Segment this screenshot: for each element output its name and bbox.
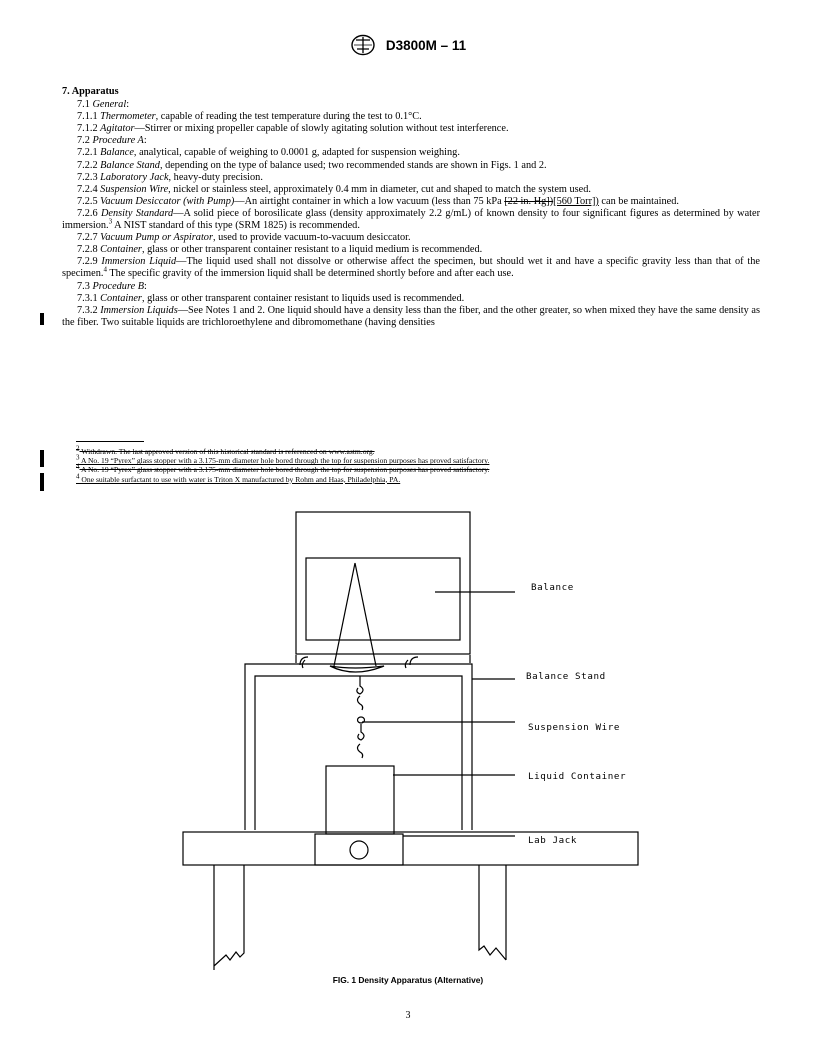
deleted-text: [22 in. Hg]) bbox=[504, 195, 554, 207]
footnote-ref: 4 bbox=[103, 265, 107, 274]
figure-density-apparatus bbox=[0, 500, 816, 970]
footnote-ref: 3 bbox=[108, 217, 113, 226]
liquid-container bbox=[326, 766, 394, 834]
page-header bbox=[0, 34, 816, 56]
balance-window bbox=[306, 558, 460, 640]
label-lab-jack: Lab Jack bbox=[528, 835, 578, 846]
section-title: 7. Apparatus bbox=[62, 86, 119, 97]
table-leg-left bbox=[214, 865, 244, 970]
paragraph-7-2-2: 7.2.2 Balance Stand, depending on the type of balance used; two recommended stands are shown in Figs. 1 and 2. bbox=[77, 159, 547, 171]
page-number: 3 bbox=[405, 1010, 411, 1021]
revision-bar bbox=[40, 313, 44, 325]
label-balance: Balance bbox=[531, 582, 574, 593]
astm-logo-icon bbox=[350, 34, 376, 56]
label-suspension-wire: Suspension Wire bbox=[528, 722, 620, 733]
paragraph-7-2-4: 7.2.4 Suspension Wire, nickel or stainless steel, approximately 0.4 mm in diameter, cut and shaped to match the system used. bbox=[77, 183, 591, 195]
paragraph-7-3: 7.3 Procedure B: bbox=[77, 280, 147, 292]
label-balance-stand: Balance Stand bbox=[526, 671, 606, 682]
paragraph-7-2-5: 7.2.5 Vacuum Desiccator (with Pump)—An airtight container in which a low vacuum (less than 75 kPa [22 in. Hg])[560 Torr]) can be maintained. bbox=[77, 195, 679, 207]
label-liquid-container: Liquid Container bbox=[528, 771, 627, 782]
suspension-wire bbox=[357, 676, 365, 758]
paragraph-7-2-3: 7.2.3 Laboratory Jack, heavy-duty precision. bbox=[77, 171, 263, 183]
balance-stand-frame bbox=[245, 664, 472, 830]
paragraph-7-3-2: 7.3.2 Immersion Liquids—See Notes 1 and 2. One liquid should have a density less than the fiber, and the other greater, so when mixed they have the same density as the fiber. Two suitable liquids are trichloroethylene and dibromomethane (having densities bbox=[62, 304, 760, 328]
footnote-2: $^2$ Withdrawn. The last approved version of this historical standard is referenced on www.astm.org. bbox=[76, 444, 375, 456]
paragraph-7-1-1: 7.1.1 Thermometer, capable of reading the test temperature during the test to 0.1°C. bbox=[77, 111, 422, 123]
revision-bar bbox=[40, 473, 44, 491]
paragraph-7-2-6: 7.2.6 Density Standard—A solid piece of borosilicate glass (density approximately 2.2 g/mL) of known density to four significant figures as determined by water immersion.$^3$ A NIST standard of this type (SRM 1825) is recommended. bbox=[62, 207, 760, 232]
footnote-3: $^3$ A No. 19 “Pyrex” glass stopper with a 3.175-mm diameter hole bored through the top for suspension purposes has proved satisfactory. bbox=[76, 453, 490, 466]
balance-housing bbox=[296, 512, 470, 654]
balance-pan bbox=[334, 563, 376, 666]
footnotes bbox=[76, 444, 676, 484]
footnote-divider bbox=[76, 441, 144, 442]
footnote-4-deleted: $^4$ A No. 19 “Pyrex” glass stopper with a 3.175-mm diameter hole bored through the top for suspension purposes has proved satisfactory. bbox=[76, 462, 490, 475]
footnote-4: $^4$ One suitable surfactant to use with water is Triton X manufactured by Rohm and Haas, Philadelphia, PA. bbox=[76, 472, 401, 484]
inserted-text: [560 Torr]) bbox=[553, 195, 599, 207]
lab-jack bbox=[315, 834, 403, 865]
section-apparatus bbox=[62, 86, 760, 329]
paragraph-7-1-2: 7.1.2 Agitator—Stirrer or mixing propeller capable of slowly agitating solution without test interference. bbox=[77, 123, 509, 135]
paragraph-7-2-1: 7.2.1 Balance, analytical, capable of weighing to 0.0001 g, adapted for suspension weighing. bbox=[77, 147, 460, 159]
paragraph-7-2-7: 7.2.7 Vacuum Pump or Aspirator, used to provide vacuum-to-vacuum desiccator. bbox=[77, 232, 411, 244]
figure-caption: FIG. 1 Density Apparatus (Alternative) bbox=[332, 975, 484, 985]
paragraph-7-2: 7.2 Procedure A: bbox=[77, 135, 147, 147]
paragraph-7-2-9: 7.2.9 Immersion Liquid—The liquid used shall not dissolve or otherwise affect the specimen, but should wet it and have a specific gravity less than that of the specimen.$^4$ The specific gravity of the immersion liquid shall be determined shortly before and after each use. bbox=[62, 256, 760, 280]
paragraph-7-3-1: 7.3.1 Container, glass or other transparent container resistant to liquids used is recommended. bbox=[77, 292, 465, 304]
lab-jack-knob bbox=[350, 841, 368, 859]
paragraph-7-1: 7.1 General: bbox=[77, 99, 130, 111]
revision-bar bbox=[40, 450, 44, 467]
document-code: D3800M – 11 bbox=[385, 37, 467, 53]
paragraph-7-2-8: 7.2.8 Container, glass or other transparent container resistant to a liquid medium is recommended. bbox=[77, 244, 483, 256]
table-leg-right bbox=[479, 865, 506, 960]
